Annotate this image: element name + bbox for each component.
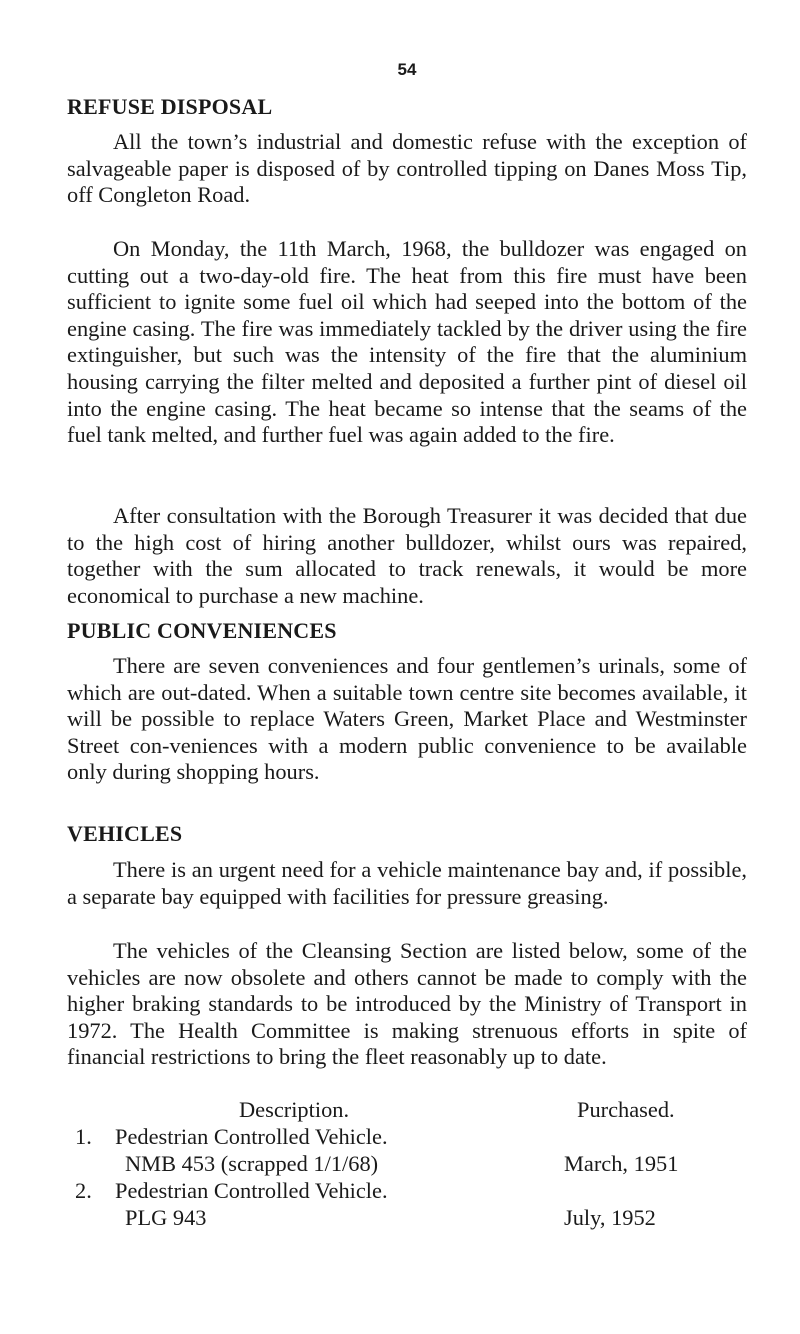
table-row — [67, 1124, 747, 1180]
row-description: Pedestrian Controlled Vehicle. — [115, 1124, 388, 1149]
column-header-purchased: Purchased. — [577, 1097, 675, 1122]
row-purchased: July, 1952 — [564, 1205, 656, 1230]
table-row — [67, 1178, 747, 1234]
row-purchased: March, 1951 — [564, 1151, 679, 1176]
row-registration: PLG 943 — [125, 1205, 207, 1230]
paragraph-vehicles-1: There is an urgent need for a vehicle maintenance bay and, if possible, a separate bay equipped with facilities for pressure greasing. — [67, 857, 747, 909]
paragraph-conveniences-1: There are seven conveniences and four gentlemen’s urinals, some of which are out-dated. When a suitable town centre site becomes available, it will be possible to replace Waters Green, Market Place and Westminster Street con-veniences with a modern public convenience to be available only during shopping hours. — [67, 653, 747, 785]
paragraph-refuse-1: All the town’s industrial and domestic refuse with the exception of salvageable paper is disposed of by controlled tipping on Danes Moss Tip, off Congleton Road. — [67, 129, 747, 208]
paragraph-refuse-2: On Monday, the 11th March, 1968, the bulldozer was engaged on cutting out a two-day-old fire. The heat from this fire must have been sufficient to ignite some fuel oil which had seeped into the bottom of the engine casing. The fire was immediately tackled by the driver using the fire extinguisher, but such was the intensity of the fire that the aluminium housing carrying the filter melted and deposited a further pint of diesel oil into the engine casing. The heat became so intense that the seams of the fuel tank melted, and further fuel was again added to the fire. — [67, 236, 747, 448]
row-number: 1. — [75, 1124, 92, 1149]
heading-vehicles: VEHICLES — [67, 821, 183, 846]
paragraph-refuse-3: After consultation with the Borough Treasurer it was decided that due to the high cost of hiring another bulldozer, whilst ours was repaired, together with the sum allocated to track renewals, it would be more economical to purchase a new machine. — [67, 503, 747, 608]
heading-public-conveniences: PUBLIC CONVENIENCES — [67, 618, 337, 643]
column-header-description: Description. — [239, 1097, 350, 1122]
page-number: 54 — [397, 60, 417, 79]
paragraph-vehicles-2: The vehicles of the Cleansing Section are listed below, some of the vehicles are now obsolete and others cannot be made to comply with the higher braking standards to be introduced by the Ministry of Transport in 1972. The Health Committee is making strenuous efforts in spite of financial restrictions to bring the fleet reasonably up to date. — [67, 938, 747, 1070]
row-number: 2. — [75, 1178, 92, 1203]
row-description: Pedestrian Controlled Vehicle. — [115, 1178, 388, 1203]
row-registration: NMB 453 (scrapped 1/1/68) — [125, 1151, 379, 1176]
heading-refuse-disposal: REFUSE DISPOSAL — [67, 94, 273, 119]
